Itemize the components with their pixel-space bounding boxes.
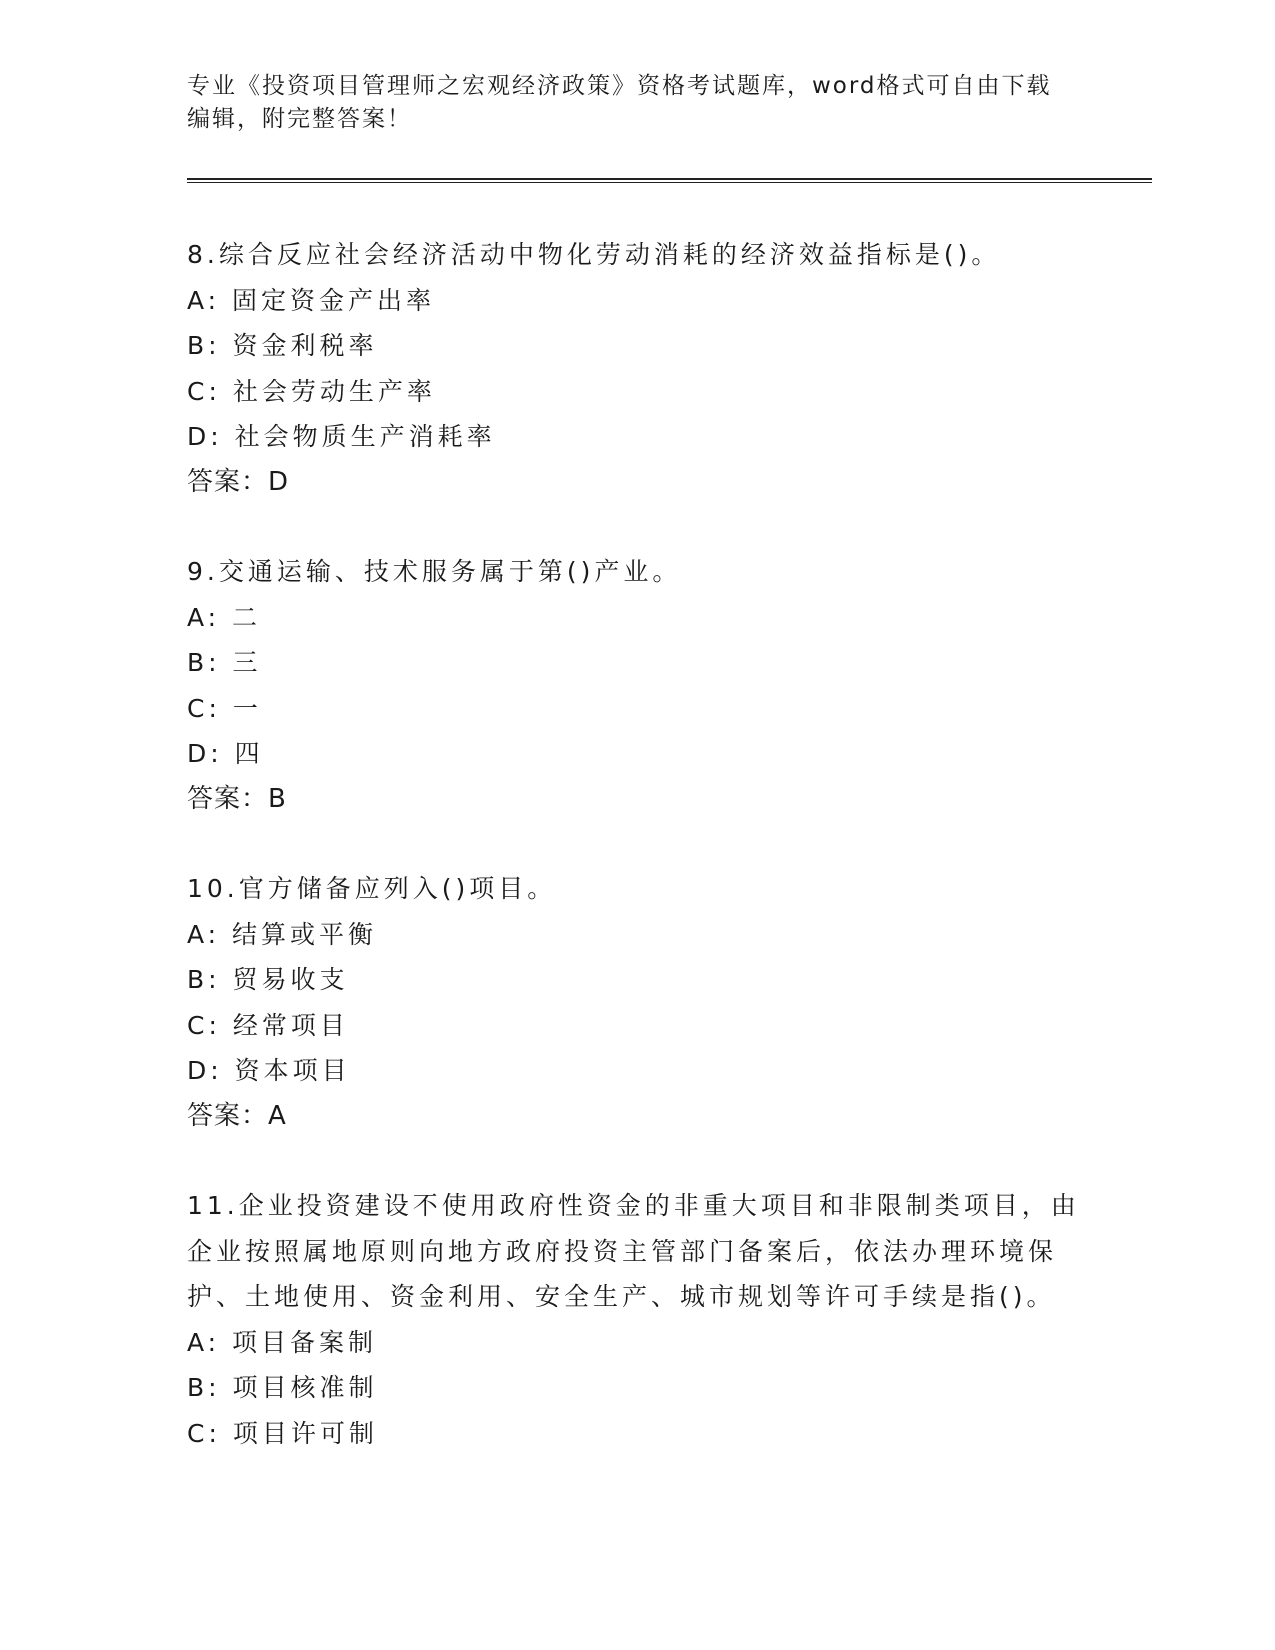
answer-label: 答案：B [187,783,287,814]
answer-label: 答案：A [187,1100,287,1131]
option-b: B: 三 [187,648,262,677]
option-c: C: 社会劳动生产率 [187,376,436,406]
question-stem: 9.交通运输、技术服务属于第()产业。 [187,557,682,586]
option-b: B: 资金利税率 [187,331,378,360]
option-a: A: 项目备案制 [187,1327,378,1357]
question-stem: 10.官方储备应列入()项目。 [187,874,557,903]
header-divider-thin [187,182,1152,183]
question-list [187,232,1087,1500]
option-c: C: 经常项目 [187,1010,349,1040]
document-header: 专业《投资项目管理师之宏观经济政策》资格考试题库，word格式可自由下载编辑，附完整答案！ [187,73,1052,132]
option-b: B: 贸易收支 [187,965,349,994]
option-c: C: 一 [187,693,262,723]
option-a: A: 结算或平衡 [187,919,378,949]
option-d: D: 资本项目 [187,1056,351,1085]
question-stem: 8.综合反应社会经济活动中物化劳动消耗的经济效益指标是()。 [187,240,1001,269]
option-c: C: 项目许可制 [187,1418,378,1448]
question-stem: 11.企业投资建设不使用政府性资金的非重大项目和非限制类项目，由企业按照属地原则向地方政府投资主管部门备案后，依法办理环境保护、土地使用、资金利用、安全生产、城市规划等许可手续是指()。 [187,1191,1080,1311]
option-a: A: 固定资金产出率 [187,285,436,315]
question-9 [187,549,1087,822]
question-10 [187,866,1087,1139]
question-8 [187,232,1087,505]
option-b: B: 项目核准制 [187,1373,378,1402]
answer-label: 答案：D [187,466,290,497]
question-11 [187,1183,1087,1456]
option-d: D: 社会物质生产消耗率 [187,422,496,451]
option-d: D: 四 [187,739,264,768]
header-divider-thick [187,178,1152,180]
option-a: A: 二 [187,602,262,632]
